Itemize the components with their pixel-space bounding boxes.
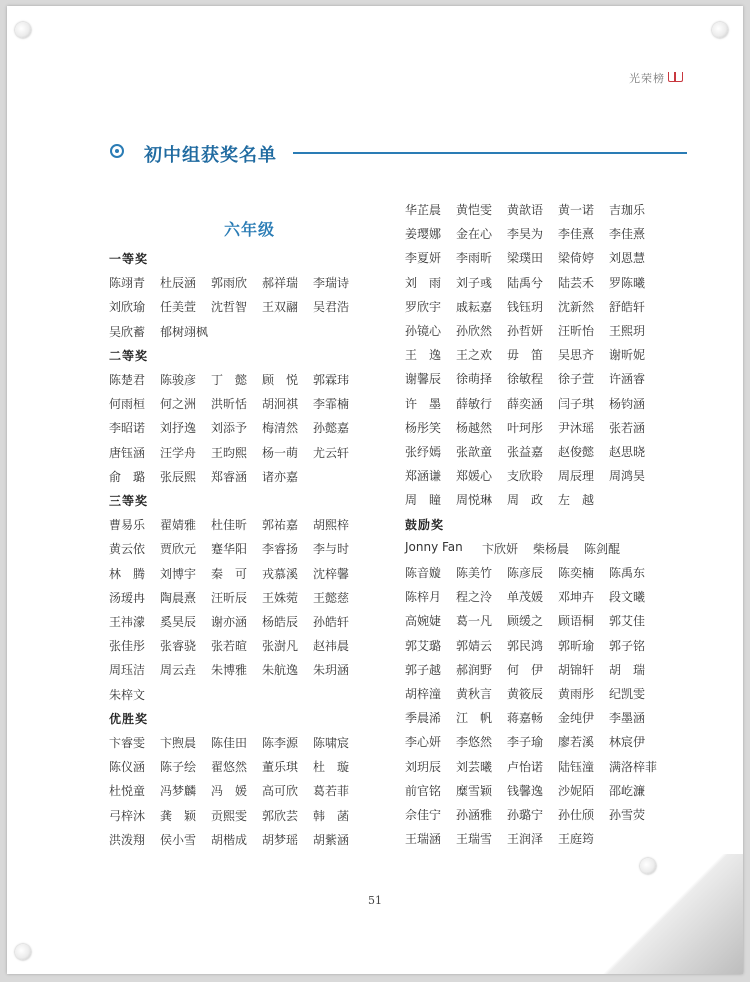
winner-name: 葛若菲 xyxy=(313,784,350,799)
name-row xyxy=(405,298,660,322)
winner-name: 孙雪荧 xyxy=(609,808,646,822)
winner-name: 左 越 xyxy=(558,493,595,508)
winner-name: 李心妍 xyxy=(405,735,442,750)
winner-name: 洪泼翔 xyxy=(109,832,146,847)
winner-name: 顾语桐 xyxy=(558,614,595,629)
winner-name: 胡泂祺 xyxy=(262,397,299,412)
winner-name: 胡 瑞 xyxy=(609,662,646,677)
winner-name: 贡熙雯 xyxy=(211,808,248,823)
winner-name: 俞 璐 xyxy=(109,469,146,484)
winner-name: 徐子萱 xyxy=(558,372,595,387)
winner-name: 张澍凡 xyxy=(262,639,299,654)
winner-name: 冯梦麟 xyxy=(160,784,197,799)
award-heading: 优胜奖 xyxy=(109,711,149,726)
winner-name: 纪凯雯 xyxy=(609,687,646,701)
title-divider xyxy=(293,152,687,154)
winner-name: 陈楚君 xyxy=(109,373,146,387)
winner-name: 沈梓馨 xyxy=(313,566,350,581)
winner-name: 段文曦 xyxy=(609,590,646,605)
winner-name: 刘 雨 xyxy=(405,275,442,290)
punch-hole xyxy=(15,22,31,38)
winner-name: 陶晨熹 xyxy=(160,590,197,605)
winner-name: 胡梦瑶 xyxy=(262,832,299,847)
name-row xyxy=(109,274,364,298)
winner-name: 孙皓轩 xyxy=(313,615,350,629)
winner-name: 李佳熹 xyxy=(609,227,646,242)
name-row xyxy=(405,419,660,443)
winner-name: 吴君浩 xyxy=(313,300,350,315)
winner-name: 陈啸宸 xyxy=(313,736,350,750)
winner-name: 刘玥辰 xyxy=(405,759,442,774)
name-row xyxy=(109,395,364,419)
winner-name: 郭子越 xyxy=(405,662,442,677)
winner-name: 高婉婕 xyxy=(405,614,442,629)
name-row xyxy=(405,564,660,588)
document-page xyxy=(7,6,743,974)
winner-name: 李雨昕 xyxy=(456,251,493,266)
name-row xyxy=(109,516,364,540)
name-row xyxy=(405,395,660,419)
winner-name: 杜辰涵 xyxy=(160,276,197,291)
winner-name: 闫子琪 xyxy=(558,396,595,411)
name-row xyxy=(405,322,660,346)
winner-name: 张睿骁 xyxy=(160,639,197,654)
name-row xyxy=(109,831,364,855)
winner-name: 薛敏行 xyxy=(456,396,493,411)
winner-name: 陈仪涵 xyxy=(109,760,146,775)
winner-name: 廖若溪 xyxy=(558,735,595,750)
name-row xyxy=(109,807,364,831)
winner-name: 华芷晨 xyxy=(405,203,442,217)
winner-name: 朱航逸 xyxy=(262,663,299,678)
winner-name: 何雨桓 xyxy=(109,397,146,412)
punch-hole xyxy=(640,858,656,874)
award-heading: 三等奖 xyxy=(109,494,149,508)
winner-name: 胡楷成 xyxy=(211,832,248,847)
winner-name: 朱博雅 xyxy=(211,663,248,678)
winner-name: 郁树翊枫 xyxy=(160,324,209,339)
winner-name: 杨越然 xyxy=(456,420,493,435)
winner-name: 前官铭 xyxy=(405,783,442,798)
winner-name: 叶珂彤 xyxy=(507,420,544,435)
winner-name: 陈子绘 xyxy=(160,760,197,775)
winner-name: 吉珈乐 xyxy=(609,203,646,217)
award-heading: 一等奖 xyxy=(109,252,149,266)
winner-name: 梅清然 xyxy=(262,421,299,436)
winner-name: 朱玥涵 xyxy=(313,663,350,678)
winner-name: 沈哲智 xyxy=(211,300,248,315)
name-row xyxy=(109,686,364,710)
winner-name: 邵屹濂 xyxy=(609,783,646,798)
winner-name: 单茂媛 xyxy=(507,590,544,605)
winner-name: 糜雪颖 xyxy=(456,783,493,798)
winner-name: 王瑞涵 xyxy=(405,832,442,847)
winner-name: 张益嘉 xyxy=(507,445,544,459)
winner-name: 林 腾 xyxy=(109,566,146,581)
winner-name: 邓坤卉 xyxy=(558,590,595,605)
winner-name: 陆芸禾 xyxy=(558,275,595,290)
winner-name: 钱馨逸 xyxy=(507,783,544,798)
winner-name: 罗欣宇 xyxy=(405,299,442,314)
winner-name: 梁倚婷 xyxy=(558,251,595,266)
winner-name: 李霏楠 xyxy=(313,397,350,412)
winner-name: 周鸿昊 xyxy=(609,469,646,484)
name-row xyxy=(109,298,364,322)
winner-name: 赵祎晨 xyxy=(313,639,350,654)
winner-name: 姜璎娜 xyxy=(405,227,442,242)
winner-name: 郭雨欣 xyxy=(211,276,248,291)
name-row xyxy=(405,685,660,709)
winner-name: 翟婧雅 xyxy=(160,518,197,533)
winner-name: 蹇华阳 xyxy=(211,542,248,557)
winner-name: 陆钰潼 xyxy=(558,759,595,774)
winner-name: 黄筱辰 xyxy=(507,687,544,701)
winner-name: 李夏妍 xyxy=(405,251,442,266)
winner-name: 杨彤笑 xyxy=(405,420,442,435)
winner-name: 谢馨辰 xyxy=(405,372,442,387)
winner-name: 金纯伊 xyxy=(558,711,595,726)
name-row xyxy=(405,806,660,830)
winner-name: 丁 懿 xyxy=(211,373,248,387)
winner-name: 李佳熹 xyxy=(558,227,595,242)
winner-name: 郑睿涵 xyxy=(211,469,248,484)
winner-name: 王懿慈 xyxy=(313,590,350,605)
winner-name: 龚 颖 xyxy=(160,808,197,823)
name-row xyxy=(405,733,660,757)
winner-name: 陈奕楠 xyxy=(558,566,595,580)
winner-name: 汪昕辰 xyxy=(211,590,248,605)
winner-name: 刘芸曦 xyxy=(456,759,493,774)
winner-name: 王双翮 xyxy=(262,300,299,315)
name-row xyxy=(405,588,660,612)
winner-name: 戎慕溪 xyxy=(262,566,299,581)
punch-hole xyxy=(15,944,31,960)
name-row xyxy=(405,661,660,685)
winner-name: 梁璞田 xyxy=(507,251,544,266)
winner-name: 李昭诺 xyxy=(109,421,146,436)
winner-name: 王庭筠 xyxy=(558,832,595,847)
winner-name: 张若涵 xyxy=(609,420,646,435)
winner-name: 秦 可 xyxy=(211,566,248,581)
winner-name: 张歆童 xyxy=(456,445,493,459)
winner-name: 沙妮陌 xyxy=(558,783,595,798)
winner-name: 佘佳宁 xyxy=(405,808,442,822)
winner-name: 陈梓月 xyxy=(405,590,442,605)
winner-name: 吴欣蓄 xyxy=(109,324,146,339)
winner-name: 陈佳田 xyxy=(211,736,248,750)
winner-name: 郭欣芸 xyxy=(262,808,299,823)
winner-name: 王姝菀 xyxy=(262,590,299,605)
winner-name: 陈李源 xyxy=(262,736,299,750)
winner-name: 李悠然 xyxy=(456,735,493,750)
winner-name: 李睿扬 xyxy=(262,542,299,557)
winner-name: 黄恺雯 xyxy=(456,203,493,217)
grade-heading: 六年级 xyxy=(224,220,276,239)
winner-name: 奚昊辰 xyxy=(160,615,197,629)
punch-hole xyxy=(712,22,728,38)
name-row xyxy=(405,249,660,273)
award-heading: 鼓励奖 xyxy=(405,517,445,532)
winner-name: 黄秋言 xyxy=(456,687,493,701)
winner-name: 陈翊青 xyxy=(109,276,146,291)
winner-name: 刘博宇 xyxy=(160,566,197,581)
winner-name: 杜佳昕 xyxy=(211,518,248,533)
winner-name: 戚耘嘉 xyxy=(456,299,493,314)
winner-name: 唐钰涵 xyxy=(109,445,146,460)
winner-name: 胡熙梓 xyxy=(313,518,350,533)
winner-name: 贾欣元 xyxy=(160,542,197,557)
name-row xyxy=(405,637,660,661)
winner-name: 郑媛心 xyxy=(456,469,493,484)
winner-name: 孙涵雅 xyxy=(456,808,493,822)
winner-name: 李墨涵 xyxy=(609,711,646,726)
winner-name: 洪昕恬 xyxy=(211,397,248,412)
winner-name: 郑涵谦 xyxy=(405,469,442,484)
winner-name: 何 伊 xyxy=(507,662,544,677)
winner-name: 卞睿雯 xyxy=(109,736,146,750)
winner-name: 季晨浠 xyxy=(405,711,442,726)
winner-name: 满洛梓菲 xyxy=(609,759,658,774)
winner-name: 汤瑷冉 xyxy=(109,590,146,605)
section-title: 初中组获奖名单 xyxy=(144,145,277,166)
winner-name: 朱梓文 xyxy=(109,687,146,702)
winner-name: 杨一萌 xyxy=(262,445,299,460)
name-row xyxy=(109,371,364,395)
section-title-row xyxy=(110,141,687,165)
winner-name: 刘抒逸 xyxy=(160,421,197,436)
winner-name: 谢昕妮 xyxy=(609,348,646,363)
name-row xyxy=(109,637,364,661)
winner-name: 汪昕怡 xyxy=(558,324,595,338)
winner-name: 高可欣 xyxy=(262,784,299,799)
winner-name: 王祎濛 xyxy=(109,615,146,629)
winner-name: 周 政 xyxy=(507,493,544,508)
winner-name: 郭祐嘉 xyxy=(262,518,299,533)
winner-name: 孙懿嘉 xyxy=(313,421,350,436)
winner-name: 郭昕瑜 xyxy=(558,638,595,653)
name-row xyxy=(405,201,660,225)
name-row xyxy=(109,661,364,685)
winner-name: 陈彦辰 xyxy=(507,566,544,580)
winner-name: 沈新然 xyxy=(558,299,595,314)
winner-name: 张若暄 xyxy=(211,639,248,654)
winner-name: 郭民鸿 xyxy=(507,638,544,653)
winner-name: 董乐琪 xyxy=(262,760,299,775)
winner-name: 黄歆语 xyxy=(507,203,544,217)
winner-name: 林宸伊 xyxy=(609,735,646,750)
winner-name: 郭婧云 xyxy=(456,638,493,653)
winner-name: 刘子彧 xyxy=(456,275,493,290)
winner-name: 黄雨彤 xyxy=(558,687,595,701)
name-row xyxy=(405,491,660,515)
winner-name: 周 瞳 xyxy=(405,493,442,508)
award-heading: 二等奖 xyxy=(109,348,149,363)
winner-name: 郝祥瑞 xyxy=(262,276,299,291)
name-row xyxy=(405,709,660,733)
winner-name: 陈禹东 xyxy=(609,566,646,580)
winner-name: 张纾嫣 xyxy=(405,445,442,459)
name-row xyxy=(109,589,364,613)
target-bullet-icon xyxy=(110,144,124,158)
winner-name: 卞煦晨 xyxy=(160,736,197,750)
winner-name: 吴思齐 xyxy=(558,348,595,363)
winner-name: 陆禹兮 xyxy=(507,275,544,290)
winner-name: 孙哲妍 xyxy=(507,324,544,338)
winner-name: 孙镜心 xyxy=(405,324,442,338)
winner-name: 王昀熙 xyxy=(211,445,248,460)
winner-name: 杨皓辰 xyxy=(262,615,299,629)
winner-name: 尤云轩 xyxy=(313,445,350,460)
name-row xyxy=(109,782,364,806)
winner-name: 曹易乐 xyxy=(109,518,146,533)
winner-name: 胡梓潼 xyxy=(405,687,442,701)
name-row xyxy=(405,830,660,854)
name-row xyxy=(109,758,364,782)
winner-name: 周珏洁 xyxy=(109,663,146,678)
winner-name: 周辰理 xyxy=(558,469,595,484)
winner-name: 郭霖玮 xyxy=(313,373,350,387)
name-row xyxy=(109,540,364,564)
winner-name: 郭艾璐 xyxy=(405,638,442,653)
name-row xyxy=(405,467,660,491)
winner-name: 韩 菡 xyxy=(313,808,350,823)
winner-name: 毋 笛 xyxy=(507,348,544,363)
winner-name: 杜悦童 xyxy=(109,784,146,799)
name-row xyxy=(405,758,660,782)
winner-name: Jonny Fan xyxy=(405,539,463,554)
page-curl xyxy=(593,854,743,974)
winner-name: 李昊为 xyxy=(507,227,544,242)
winner-name: 侯小雪 xyxy=(160,832,197,847)
winner-name: 赵俊懿 xyxy=(558,445,595,459)
winner-name: 谢亦涵 xyxy=(211,615,248,629)
winner-name: 江 帆 xyxy=(456,711,493,726)
name-row xyxy=(109,468,364,492)
winner-name: 汪学舟 xyxy=(160,445,197,460)
winner-name: 周悦琳 xyxy=(456,493,493,508)
winner-name: 张辰熙 xyxy=(160,469,197,484)
winner-name: 杨钧涵 xyxy=(609,396,646,411)
name-row xyxy=(109,323,364,347)
winner-name: 尹沐瑶 xyxy=(558,420,595,435)
winner-name: 郭子铭 xyxy=(609,638,646,653)
winner-name: 王 逸 xyxy=(405,348,442,363)
winner-name: 顾缓之 xyxy=(507,614,544,629)
winner-name: 杜 璇 xyxy=(313,760,350,775)
winner-name: 卢怡诺 xyxy=(507,759,544,774)
winner-name: 程之泠 xyxy=(456,590,493,605)
winner-name: 葛一凡 xyxy=(456,614,493,629)
name-row xyxy=(109,734,364,758)
name-row xyxy=(109,444,364,468)
winner-name: 胡锦轩 xyxy=(558,662,595,677)
winner-name: 舒皓轩 xyxy=(609,299,646,314)
winner-name: 冯 媛 xyxy=(211,784,248,799)
winner-name: 孙仕颀 xyxy=(558,808,595,822)
winner-name: 诸亦嘉 xyxy=(262,469,299,484)
winner-name: 薛奕涵 xyxy=(507,396,544,411)
winner-name: 支欣聆 xyxy=(507,469,544,484)
winner-name: 柴杨晨 xyxy=(533,541,570,556)
winner-name: 王熙玥 xyxy=(609,324,646,338)
winner-name: 李瑞诗 xyxy=(313,276,350,291)
winner-name: 卞欣妍 xyxy=(482,541,519,556)
winner-name: 胡紫涵 xyxy=(313,832,350,847)
winner-name: 张佳彤 xyxy=(109,639,146,654)
winner-name: 刘添予 xyxy=(211,421,248,436)
winner-name: 刘欣瑜 xyxy=(109,300,146,315)
book-icon xyxy=(668,72,683,82)
winner-name: 陈骏彦 xyxy=(160,373,197,387)
name-row xyxy=(405,782,660,806)
winner-name: 郭艾佳 xyxy=(609,614,646,629)
winner-name: 金在心 xyxy=(456,227,493,242)
winner-name: 郝润野 xyxy=(456,662,493,677)
winner-name: 李子瑜 xyxy=(507,735,544,750)
winner-name: 罗陈曦 xyxy=(609,275,646,290)
name-row xyxy=(405,370,660,394)
page-number: 51 xyxy=(368,894,382,907)
name-row xyxy=(109,565,364,589)
header-title: 光荣榜 xyxy=(629,72,665,85)
winner-name: 孙璐宁 xyxy=(507,808,544,822)
winner-name: 孙欣然 xyxy=(456,324,493,338)
winner-name: 何之洲 xyxy=(160,397,197,412)
winner-name: 许涵睿 xyxy=(609,372,646,387)
winner-name: 弓梓沐 xyxy=(109,808,146,823)
winner-name: 陈音嫙 xyxy=(405,566,442,580)
winner-name: 许 墨 xyxy=(405,396,442,411)
winner-name: 黄云依 xyxy=(109,542,146,557)
winner-name: 徐敏程 xyxy=(507,372,544,387)
winner-name: 李与时 xyxy=(313,542,350,557)
winner-name: 王润泽 xyxy=(507,832,544,847)
name-row xyxy=(405,540,660,564)
winner-name: 陈剑醌 xyxy=(584,541,621,556)
winner-name: 王之欢 xyxy=(456,348,493,363)
winner-name: 顾 悦 xyxy=(262,373,299,387)
winner-name: 翟悠然 xyxy=(211,760,248,775)
winner-name: 徐萌择 xyxy=(456,372,493,387)
winner-name: 陈美竹 xyxy=(456,566,493,580)
winner-name: 周云垚 xyxy=(160,663,197,678)
winner-name: 任美萱 xyxy=(160,300,197,315)
winner-name: 刘恩慧 xyxy=(609,251,646,266)
name-row xyxy=(405,346,660,370)
winner-name: 钱钰玥 xyxy=(507,299,544,314)
winner-name: 黄一诺 xyxy=(558,203,595,217)
name-row xyxy=(405,443,660,467)
name-row xyxy=(109,613,364,637)
name-row xyxy=(109,419,364,443)
winner-name: 蒋嘉畅 xyxy=(507,711,544,726)
name-row xyxy=(405,274,660,298)
winner-name: 王瑞雪 xyxy=(456,832,493,847)
name-row xyxy=(405,612,660,636)
winner-name: 赵思晓 xyxy=(609,445,646,459)
name-row xyxy=(405,225,660,249)
